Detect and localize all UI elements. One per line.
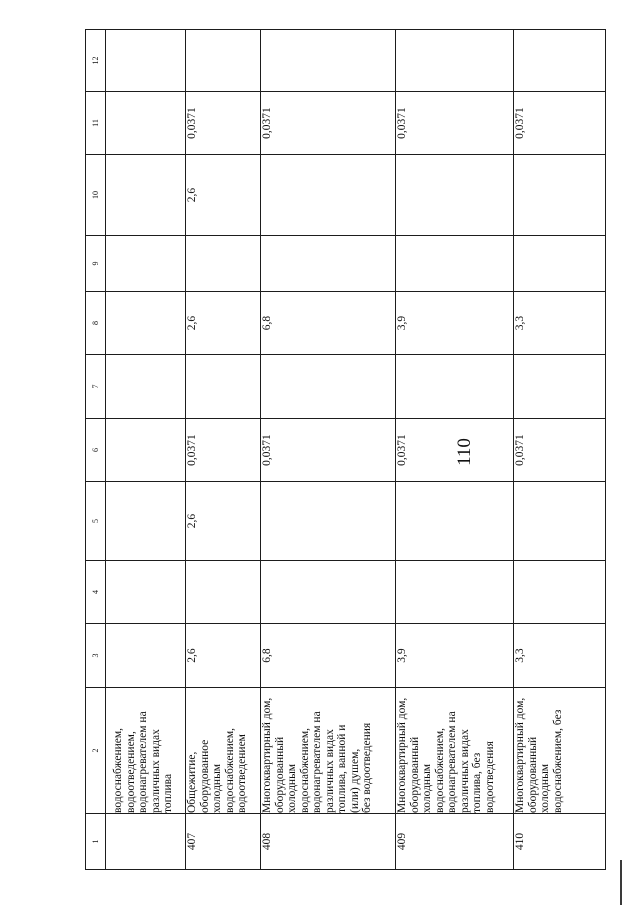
column-header-8: 8 bbox=[86, 292, 106, 355]
cell-col-5 bbox=[106, 482, 186, 561]
column-header-3: 3 bbox=[86, 624, 106, 688]
cell-col-10 bbox=[396, 155, 514, 236]
cell-row-number: 408 bbox=[261, 814, 396, 870]
cell-col-11: 0,0371 bbox=[514, 92, 606, 155]
cell-col-10: 2,6 bbox=[186, 155, 261, 236]
cell-col-12 bbox=[514, 30, 606, 92]
cell-col-7 bbox=[514, 355, 606, 419]
cell-col-10 bbox=[106, 155, 186, 236]
cell-col-4 bbox=[186, 561, 261, 624]
table-row-407 bbox=[186, 30, 261, 870]
cell-description: Многоквартирный дом, оборудованный холодным водоснабжением, без bbox=[514, 688, 606, 814]
cell-col-4 bbox=[106, 561, 186, 624]
column-header-6: 6 bbox=[86, 419, 106, 482]
consumption-norms-table bbox=[85, 29, 606, 870]
column-header-4: 4 bbox=[86, 561, 106, 624]
cell-col-11: 0,0371 bbox=[186, 92, 261, 155]
cell-col-7 bbox=[261, 355, 396, 419]
cell-description: Общежитие, оборудованное холодным водоснабжением, водоотведением bbox=[186, 688, 261, 814]
cell-col-7 bbox=[106, 355, 186, 419]
cell-col-4 bbox=[514, 561, 606, 624]
table-header-row bbox=[86, 30, 106, 870]
cell-col-3: 2,6 bbox=[186, 624, 261, 688]
cell-col-9 bbox=[106, 236, 186, 292]
cell-col-8: 3,3 bbox=[514, 292, 606, 355]
cell-col-8: 3,9 bbox=[396, 292, 514, 355]
cell-col-5: 2,6 bbox=[186, 482, 261, 561]
column-header-2: 2 bbox=[86, 688, 106, 814]
cell-description: Многоквартирный дом, оборудованный холодным водоснабжением, водонагревателем на различных видах топлива, ванной и (или) душем, без водоотведения bbox=[261, 688, 396, 814]
cell-col-4 bbox=[261, 561, 396, 624]
cell-row-number bbox=[106, 814, 186, 870]
column-header-12: 12 bbox=[86, 30, 106, 92]
column-header-7: 7 bbox=[86, 355, 106, 419]
cell-col-11 bbox=[106, 92, 186, 155]
cell-col-10 bbox=[514, 155, 606, 236]
cell-col-6: 0,0371 bbox=[186, 419, 261, 482]
column-header-1: 1 bbox=[86, 814, 106, 870]
cell-col-6: 0,0371 bbox=[514, 419, 606, 482]
cell-col-5 bbox=[396, 482, 514, 561]
scan-edge-mark bbox=[620, 860, 622, 905]
cell-col-3: 6,8 bbox=[261, 624, 396, 688]
cell-col-3: 3,3 bbox=[514, 624, 606, 688]
table-row-continuation bbox=[106, 30, 186, 870]
cell-col-3: 3,9 bbox=[396, 624, 514, 688]
cell-description: Многоквартирный дом, оборудованный холодным водоснабжением, водонагревателем на различных видах топлива, без водоотведения bbox=[396, 688, 514, 814]
table-row-410 bbox=[514, 30, 606, 870]
cell-col-7 bbox=[186, 355, 261, 419]
cell-col-11: 0,0371 bbox=[396, 92, 514, 155]
page-number: 110 bbox=[454, 438, 475, 466]
cell-col-12 bbox=[396, 30, 514, 92]
cell-col-12 bbox=[186, 30, 261, 92]
cell-col-6: 0,0371 bbox=[261, 419, 396, 482]
cell-col-9 bbox=[261, 236, 396, 292]
cell-col-8: 6,8 bbox=[261, 292, 396, 355]
cell-col-3 bbox=[106, 624, 186, 688]
cell-col-9 bbox=[186, 236, 261, 292]
cell-description: водоснабжением, водоотведением, водонагревателем на различных видах топлива bbox=[106, 688, 186, 814]
cell-col-9 bbox=[396, 236, 514, 292]
cell-col-8 bbox=[106, 292, 186, 355]
table-row-408 bbox=[261, 30, 396, 870]
column-header-5: 5 bbox=[86, 482, 106, 561]
cell-row-number: 410 bbox=[514, 814, 606, 870]
cell-row-number: 407 bbox=[186, 814, 261, 870]
cell-col-6 bbox=[106, 419, 186, 482]
cell-col-12 bbox=[106, 30, 186, 92]
cell-col-10 bbox=[261, 155, 396, 236]
cell-col-8: 2,6 bbox=[186, 292, 261, 355]
cell-col-5 bbox=[514, 482, 606, 561]
cell-col-9 bbox=[514, 236, 606, 292]
column-header-9: 9 bbox=[86, 236, 106, 292]
cell-col-12 bbox=[261, 30, 396, 92]
column-header-11: 11 bbox=[86, 92, 106, 155]
cell-col-7 bbox=[396, 355, 514, 419]
column-header-10: 10 bbox=[86, 155, 106, 236]
cell-col-4 bbox=[396, 561, 514, 624]
cell-col-5 bbox=[261, 482, 396, 561]
cell-col-6: 0,0371 bbox=[396, 419, 514, 482]
cell-row-number: 409 bbox=[396, 814, 514, 870]
cell-col-11: 0,0371 bbox=[261, 92, 396, 155]
